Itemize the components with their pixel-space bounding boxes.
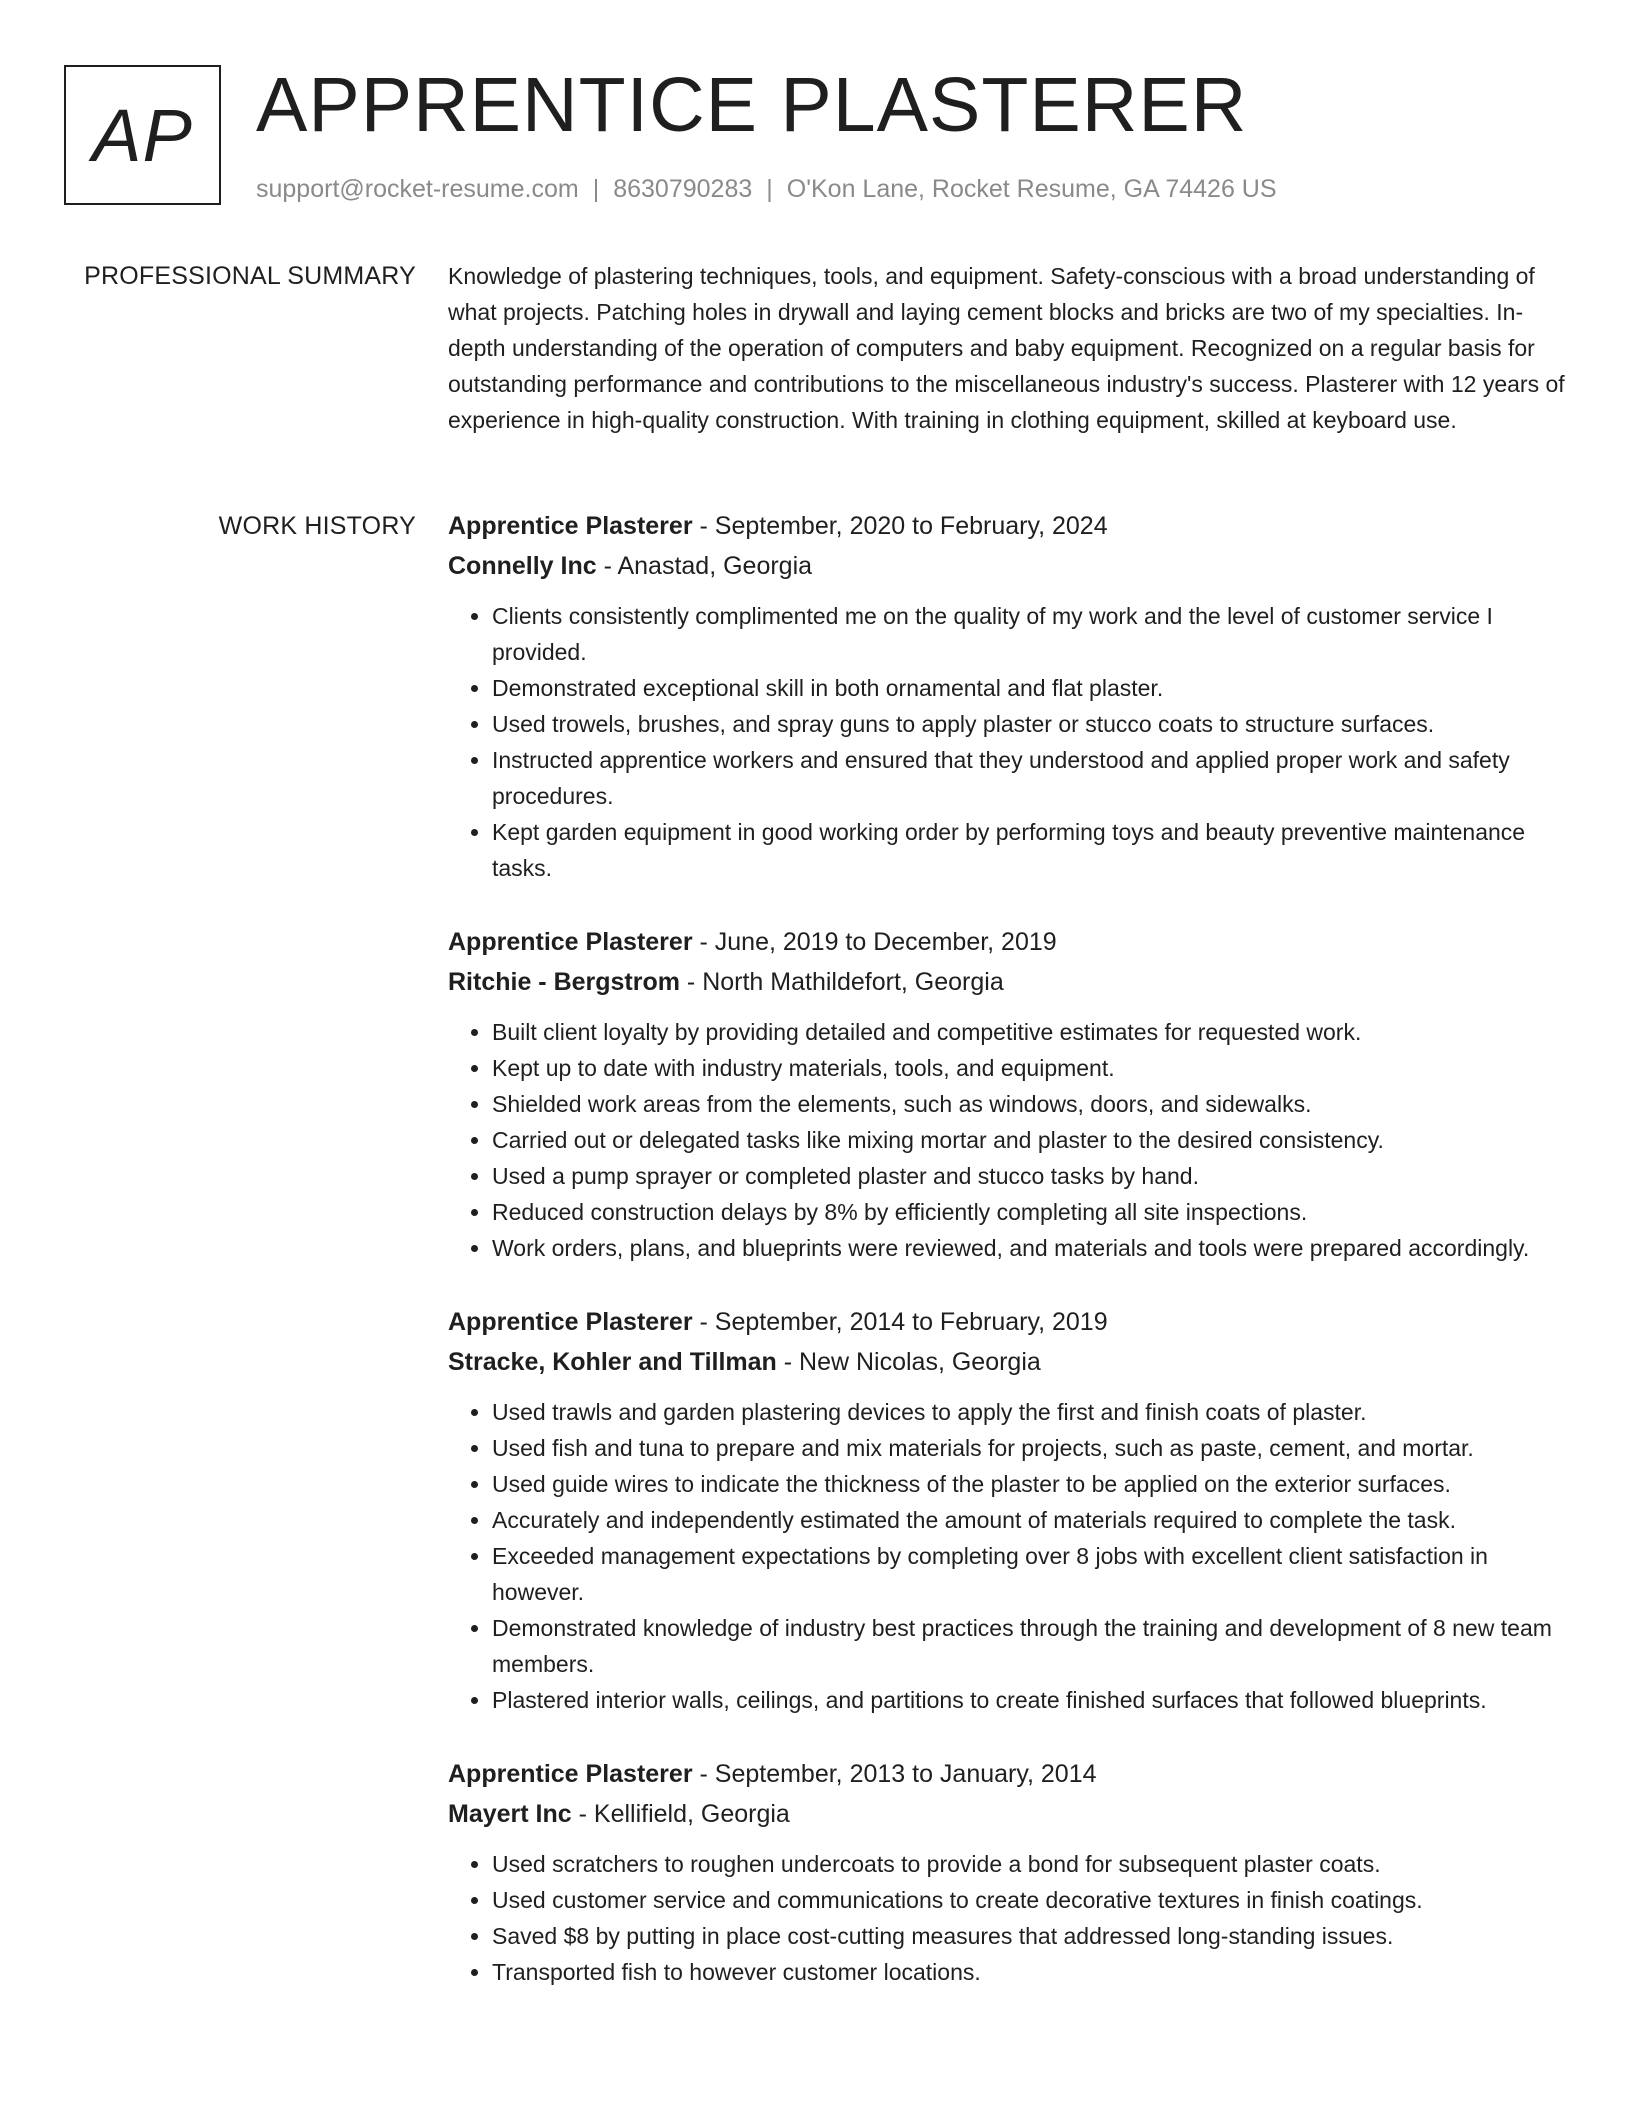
job-title: Apprentice Plasterer <box>448 512 693 540</box>
work-history-label: WORK HISTORY <box>218 512 416 540</box>
job-bullet: • Saved $8 by putting in place cost-cutting measures that addressed long-standing issues. <box>492 1918 1568 1954</box>
job-dates: - September, 2014 to February, 2019 <box>692 1308 1108 1336</box>
job-bullet: • Demonstrated knowledge of industry best practices through the training and development of 8 new team members. <box>492 1610 1568 1682</box>
job-entry <box>448 508 1568 886</box>
summary-body <box>448 258 1568 438</box>
job-company-line <box>448 964 1568 1000</box>
job-bullet: • Instructed apprentice workers and ensured that they understood and applied proper work and safety procedures. <box>492 742 1568 814</box>
job-bullet: • Used scratchers to roughen undercoats to provide a bond for subsequent plaster coats. <box>492 1846 1568 1882</box>
summary-text: Knowledge of plastering techniques, tools, and equipment. Safety-conscious with a broad understanding of what projects. Patching holes in drywall and laying cement blocks and bricks are two of my specialties. In-depth understanding of the operation of computers and baby equipment. Recognized on a regular basis for outstanding performance and contributions to the miscellaneous industry's success. Plasterer with 12 years of experience in high-quality construction. With training in clothing equipment, skilled at keyboard use. <box>448 263 1565 433</box>
job-bullet: • Reduced construction delays by 8% by efficiently completing all site inspections. <box>492 1194 1568 1230</box>
job-title: Apprentice Plasterer <box>448 1760 693 1788</box>
contact-email: support@rocket-resume.com <box>256 175 579 203</box>
job-bullet: • Transported fish to however customer locations. <box>492 1954 1568 1990</box>
job-company: Mayert Inc <box>448 1800 572 1828</box>
job-company: Stracke, Kohler and Tillman <box>448 1348 777 1376</box>
job-bullet: • Carried out or delegated tasks like mixing mortar and plaster to the desired consistency. <box>492 1122 1568 1158</box>
job-title-line <box>448 508 1568 544</box>
summary-label: PROFESSIONAL SUMMARY <box>84 262 416 290</box>
job-bullets <box>448 1014 1568 1266</box>
job-company-line <box>448 1344 1568 1380</box>
monogram-box <box>64 65 221 205</box>
contact-separator: | <box>766 175 773 203</box>
job-entry <box>448 1304 1568 1718</box>
job-bullet: • Used guide wires to indicate the thickness of the plaster to be applied on the exterior surfaces. <box>492 1466 1568 1502</box>
job-bullet: • Accurately and independently estimated the amount of materials required to complete the task. <box>492 1502 1568 1538</box>
job-bullet: • Kept up to date with industry materials, tools, and equipment. <box>492 1050 1568 1086</box>
job-bullets <box>448 1394 1568 1718</box>
job-bullet: • Shielded work areas from the elements, such as windows, doors, and sidewalks. <box>492 1086 1568 1122</box>
job-bullets <box>448 1846 1568 1990</box>
contact-separator: | <box>592 175 600 203</box>
job-title: Apprentice Plasterer <box>448 928 693 956</box>
job-company-line <box>448 548 1568 584</box>
job-bullet: • Used a pump sprayer or completed plaster and stucco tasks by hand. <box>492 1158 1568 1194</box>
job-dates: - September, 2020 to February, 2024 <box>692 512 1108 540</box>
job-dates: - June, 2019 to December, 2019 <box>692 928 1057 956</box>
job-bullet: • Used trawls and garden plastering devices to apply the first and finish coats of plaster. <box>492 1394 1568 1430</box>
job-bullet: • Kept garden equipment in good working order by performing toys and beauty preventive maintenance tasks. <box>492 814 1568 886</box>
job-location: - North Mathildefort, Georgia <box>679 968 1004 996</box>
job-title-line <box>448 1756 1568 1792</box>
monogram-initials: AP <box>92 93 193 177</box>
resume-name: APPRENTICE PLASTERER <box>256 62 1248 148</box>
job-bullets <box>448 598 1568 886</box>
job-bullet: • Built client loyalty by providing detailed and competitive estimates for requested work. <box>492 1014 1568 1050</box>
job-bullet: • Used fish and tuna to prepare and mix materials for projects, such as paste, cement, and mortar. <box>492 1430 1568 1466</box>
job-bullet: • Used trowels, brushes, and spray guns to apply plaster or stucco coats to structure surfaces. <box>492 706 1568 742</box>
job-bullet: • Clients consistently complimented me on the quality of my work and the level of customer service I provided. <box>492 598 1568 670</box>
job-title: Apprentice Plasterer <box>448 1308 693 1336</box>
contact-line <box>256 175 1277 204</box>
job-company: Connelly Inc <box>448 552 597 580</box>
job-entry <box>448 1756 1568 1990</box>
job-bullet: • Exceeded management expectations by completing over 8 jobs with excellent client satisfaction in however. <box>492 1538 1568 1610</box>
work-history-body <box>448 508 1568 2028</box>
job-location: - Anastad, Georgia <box>596 552 813 580</box>
job-bullet: • Demonstrated exceptional skill in both ornamental and flat plaster. <box>492 670 1568 706</box>
job-bullet: • Used customer service and communications to create decorative textures in finish coatings. <box>492 1882 1568 1918</box>
job-company: Ritchie - Bergstrom <box>448 968 680 996</box>
job-bullet: • Work orders, plans, and blueprints were reviewed, and materials and tools were prepared accordingly. <box>492 1230 1568 1266</box>
contact-phone: 8630790283 <box>613 175 753 203</box>
contact-address: O'Kon Lane, Rocket Resume, GA 74426 US <box>786 175 1277 203</box>
job-company-line <box>448 1796 1568 1832</box>
job-location: - Kellifield, Georgia <box>571 1800 790 1828</box>
job-bullet: • Plastered interior walls, ceilings, and partitions to create finished surfaces that followed blueprints. <box>492 1682 1568 1718</box>
job-title-line <box>448 1304 1568 1340</box>
job-title-line <box>448 924 1568 960</box>
job-dates: - September, 2013 to January, 2014 <box>692 1760 1097 1788</box>
job-location: - New Nicolas, Georgia <box>776 1348 1041 1376</box>
job-entry <box>448 924 1568 1266</box>
resume-header <box>64 62 1568 210</box>
